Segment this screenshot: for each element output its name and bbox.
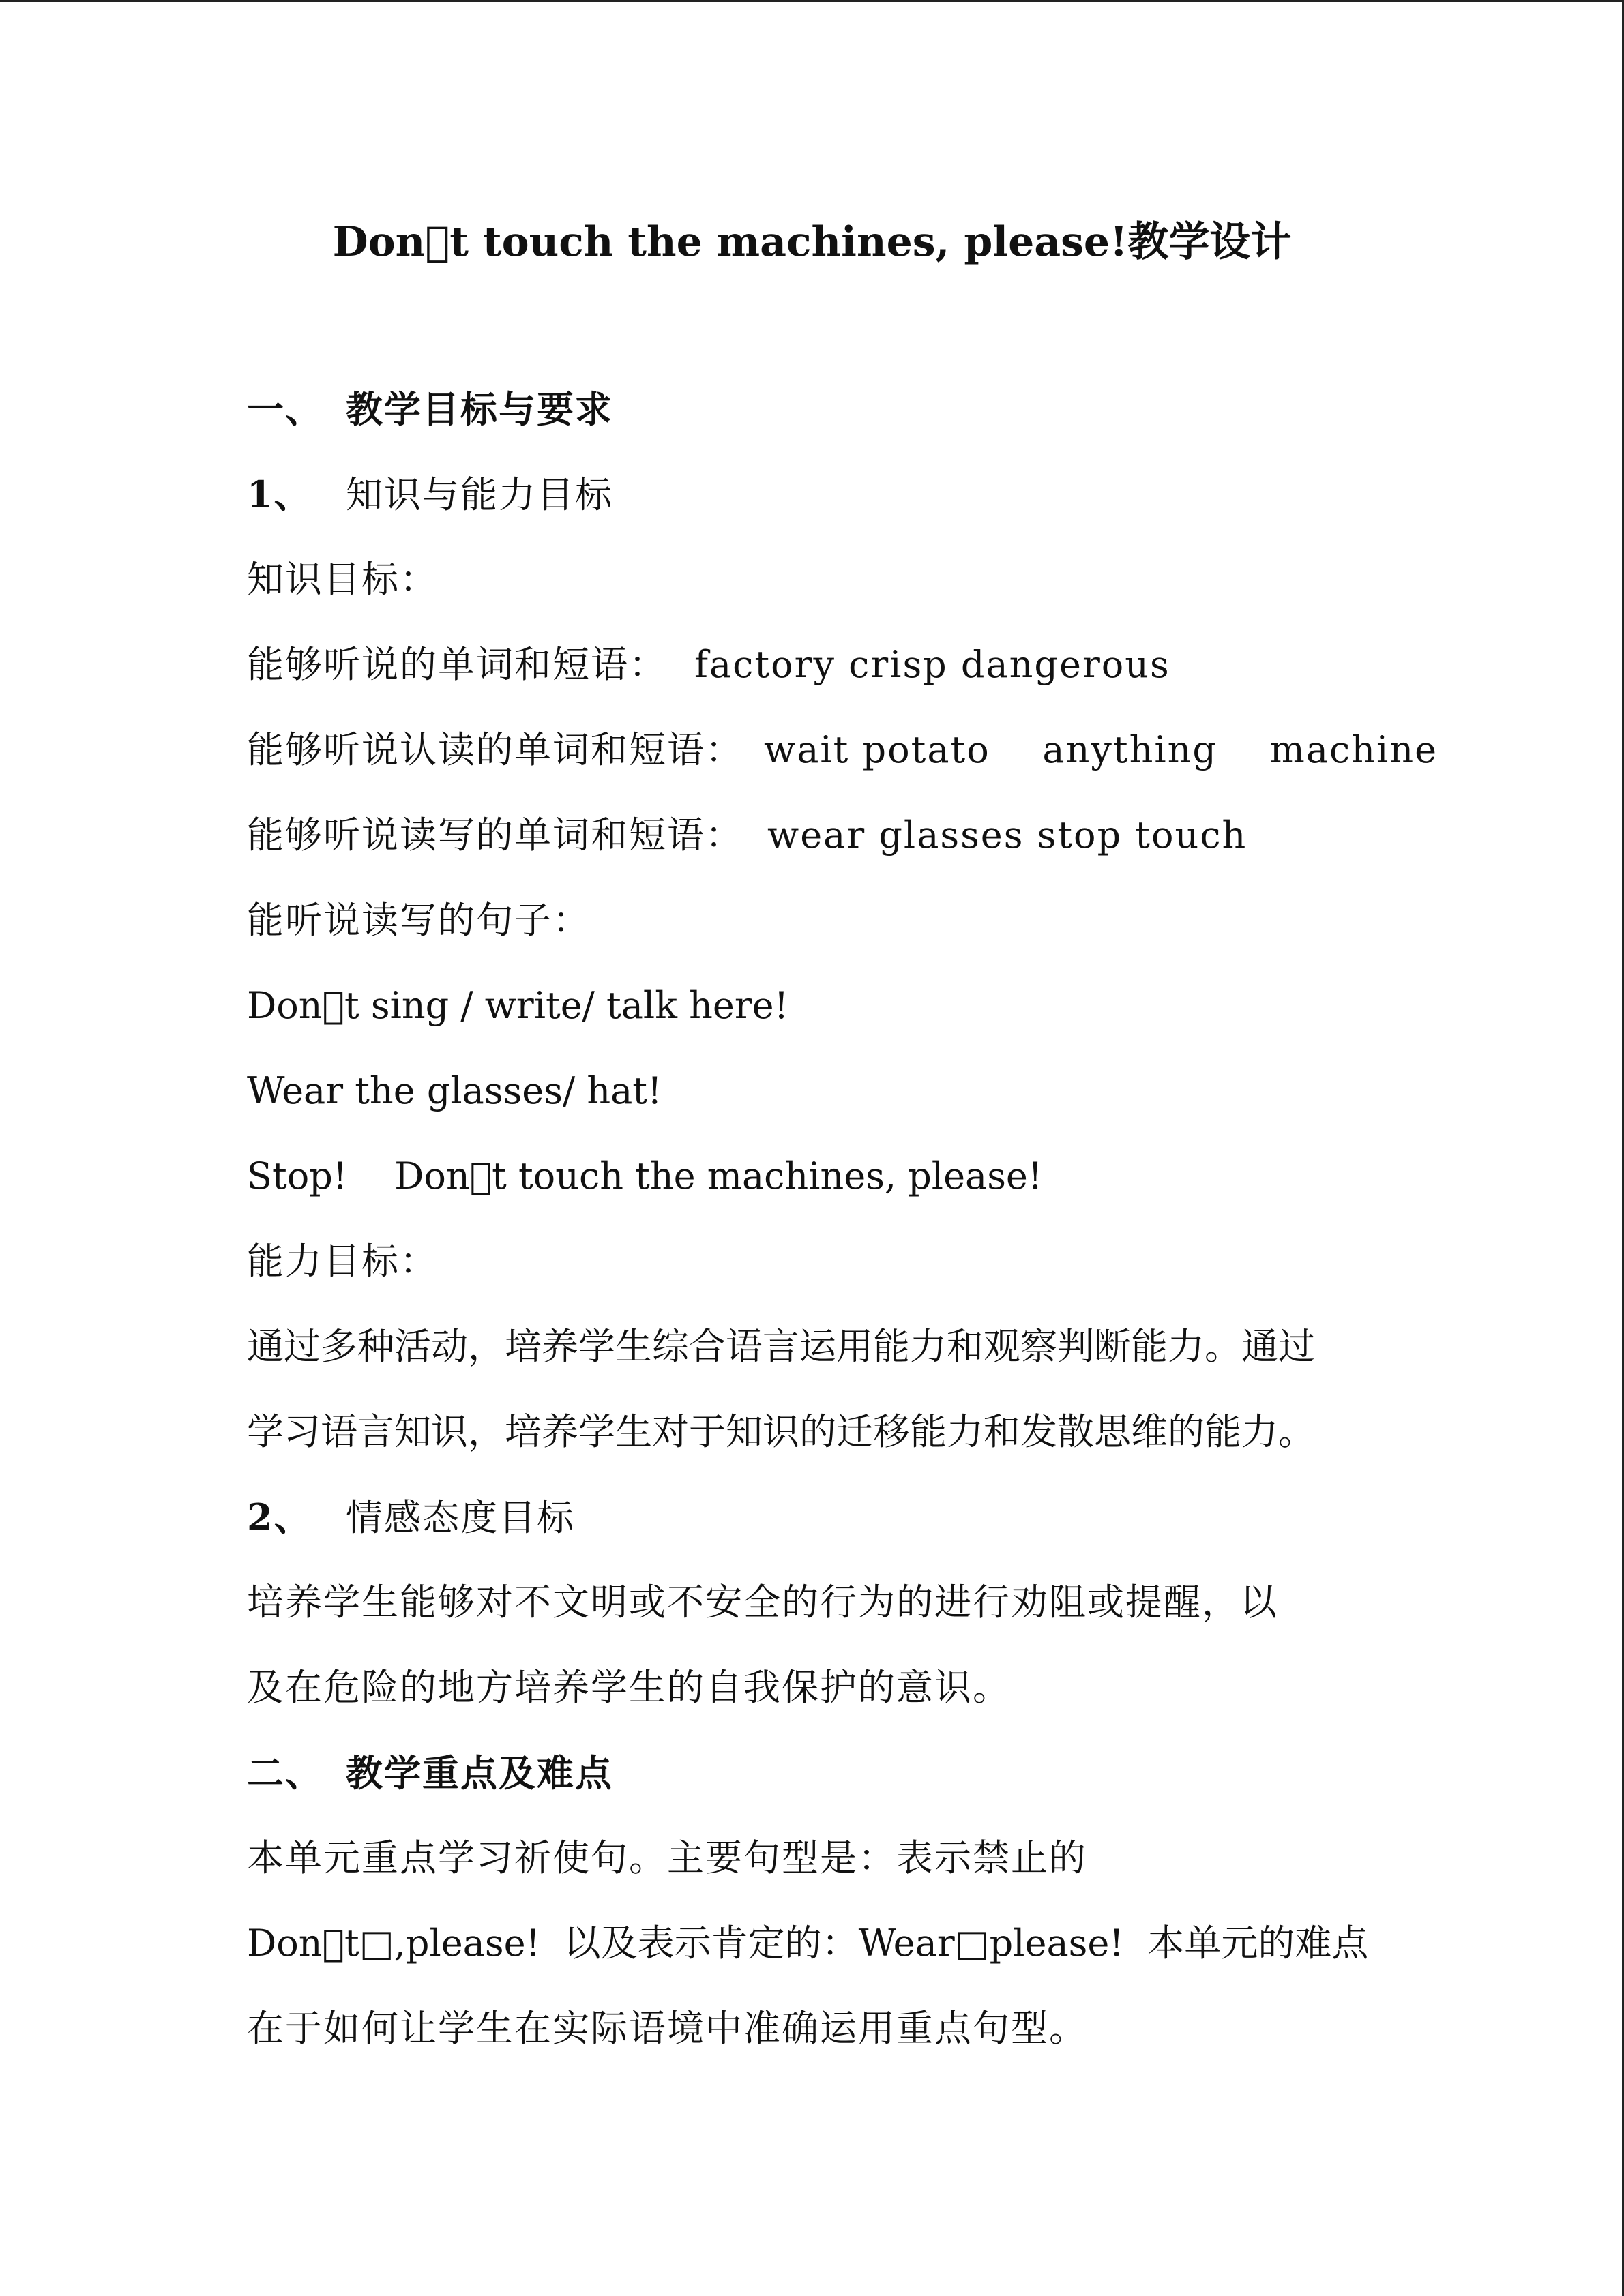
subsection-number: 2、 (247, 1495, 312, 1539)
ability-text-line-2: 学习语言知识，培养学生对于知识的迁移能力和发散思维的能力。 (247, 1410, 1315, 1453)
sentence-1: Don t sing / write/ talk here! (247, 984, 789, 1027)
words-listen-speak-read (247, 723, 1438, 777)
section-label: 教学目标与要求 (346, 387, 613, 431)
ability-title: 能力目标： (247, 1240, 438, 1283)
focus-text-line-3: 在于如何让学生在实际语境中准确运用重点句型。 (247, 2007, 1087, 2050)
sentence-3: Stop! Don t touch the machines, please! (247, 1154, 1043, 1197)
section-heading-1 (247, 382, 613, 436)
words-label: 能够听说读写的单词和短语： (247, 814, 743, 856)
page-top-border (0, 0, 1624, 2)
words-listen-speak-read-write (247, 808, 1247, 863)
subsection-heading-2 (247, 1490, 575, 1545)
knowledge-title: 知识目标： (247, 558, 438, 601)
subsection-number: 1、 (247, 473, 312, 516)
section-number: 一、 (247, 387, 323, 431)
words-list: wear glasses stop touch (767, 814, 1247, 856)
focus-text-line-1: 本单元重点学习祈使句。主要句型是：表示禁止的 (247, 1836, 1087, 1879)
section-label: 教学重点及难点 (346, 1751, 613, 1795)
words-list: wait potato anything machine (764, 728, 1438, 771)
subsection-label: 知识与能力目标 (346, 473, 613, 516)
words-listen-speak (247, 638, 1170, 692)
ability-text-line-1: 通过多种活动，培养学生综合语言运用能力和观察判断能力。通过 (247, 1325, 1315, 1368)
emotion-text-line-1: 培养学生能够对不文明或不安全的行为的进行劝阻或提醒，以 (247, 1581, 1278, 1624)
sentences-title: 能听说读写的句子： (247, 899, 591, 942)
section-heading-2 (247, 1746, 613, 1800)
words-label: 能够听说认读的单词和短语： (247, 728, 743, 771)
words-label: 能够听说的单词和短语： (247, 643, 667, 686)
section-number: 二、 (247, 1751, 323, 1795)
subsection-label: 情感态度目标 (346, 1496, 575, 1539)
sentence-2: Wear the glasses/ hat! (247, 1069, 662, 1112)
words-list: factory crisp dangerous (694, 643, 1170, 686)
emotion-text-line-2: 及在危险的地方培养学生的自我保护的意识。 (247, 1666, 1011, 1709)
subsection-heading-1 (247, 467, 613, 522)
focus-text-line-2: Don t□,please! 以及表示肯定的：Wear□please! 本单元的难点 (247, 1922, 1369, 1965)
document-title: Don t touch the machines, please!教学设计 (332, 218, 1292, 266)
